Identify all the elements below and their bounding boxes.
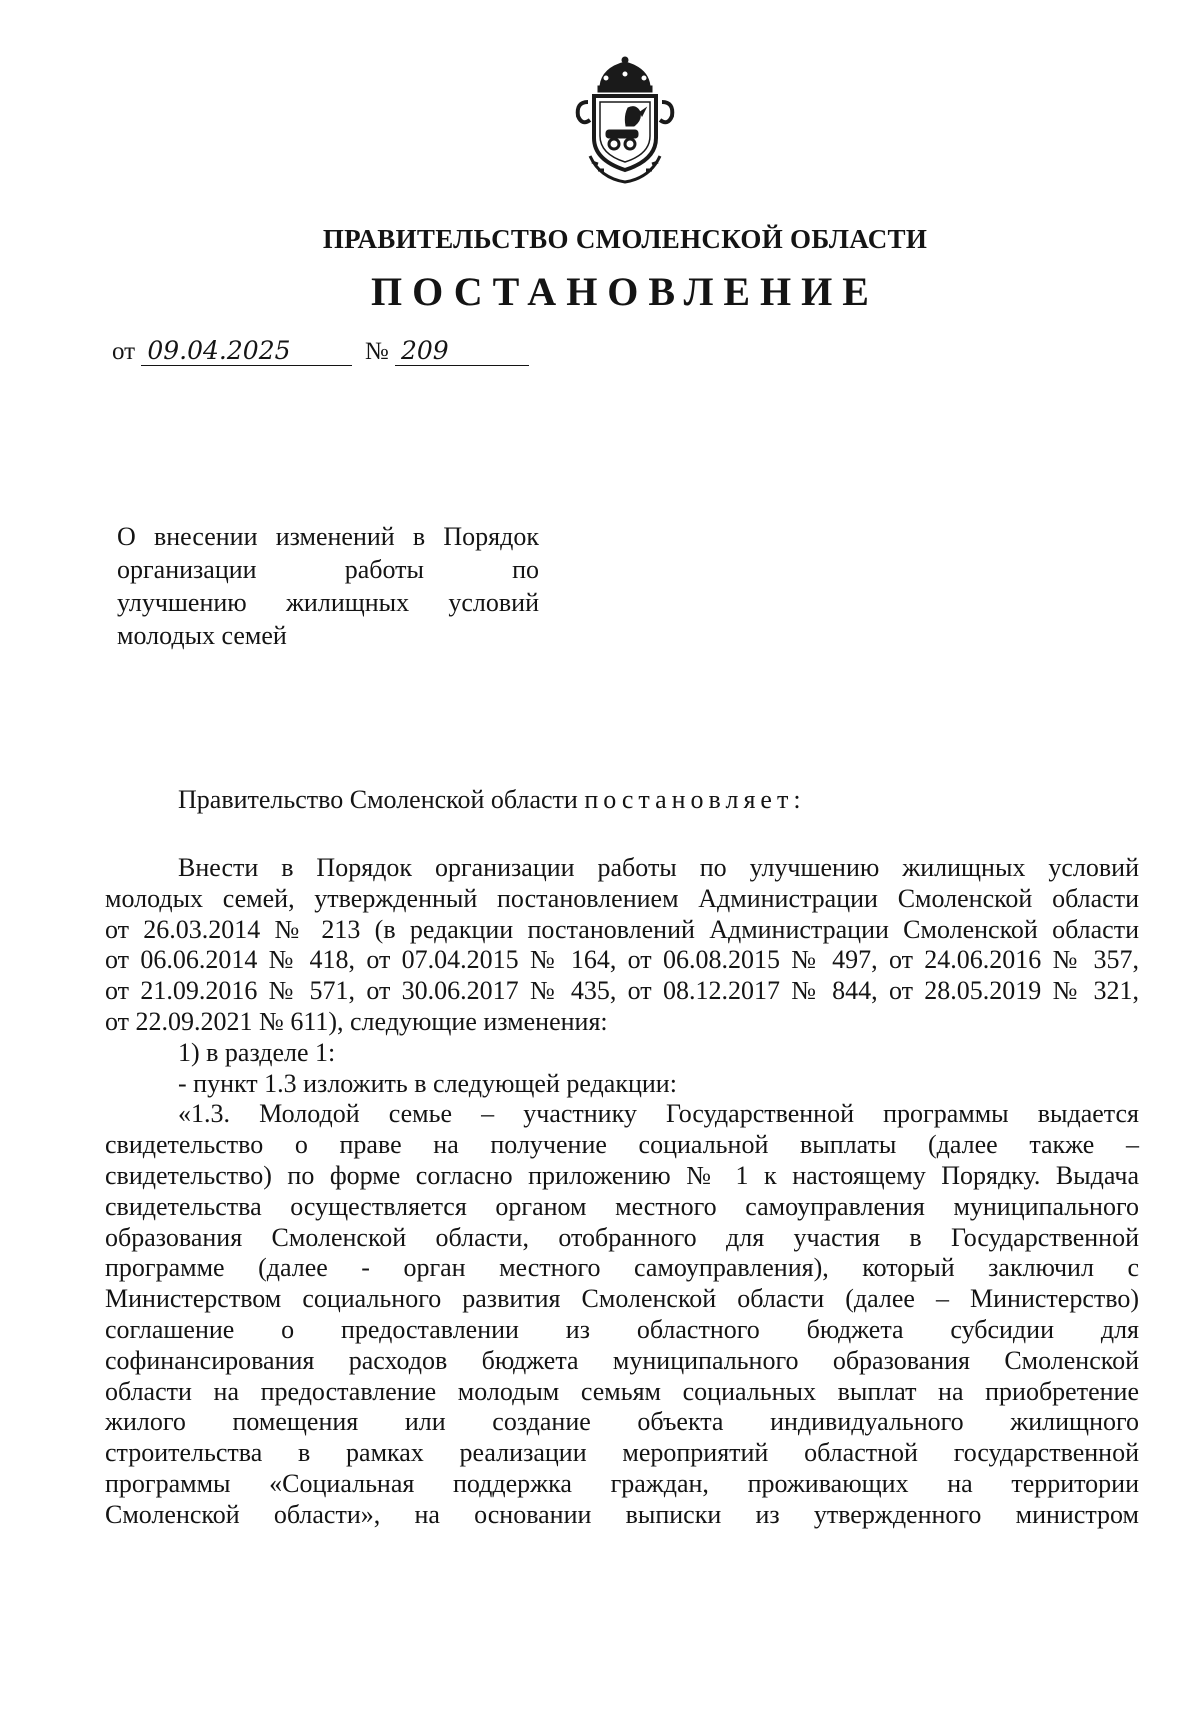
body-line: - пункт 1.3 изложить в следующей редакции: xyxy=(178,1068,677,1098)
document-number: 209 xyxy=(395,336,529,366)
body-line: молодых семей, утвержденный постановлением Администрации Смоленской области xyxy=(105,883,1139,913)
coat-of-arms-icon xyxy=(570,56,680,186)
body-line: «1.3. Молодой семье – участнику Государственной программы выдается xyxy=(178,1099,1139,1129)
decree-verb: постановляет: xyxy=(584,785,806,814)
body-line: программе (далее - орган местного самоуправления), который заключил с xyxy=(105,1253,1139,1283)
body-line: области на предоставление молодым семьям социальных выплат на приобретение xyxy=(105,1376,1139,1406)
body-line: от 21.09.2016 № 571, от 30.06.2017 № 435, от 08.12.2017 № 844, от 28.05.2019 № 321, xyxy=(105,976,1139,1006)
subject-line: О внесении изменений в Порядок xyxy=(117,522,539,551)
body-line: 1) в разделе 1: xyxy=(178,1037,336,1067)
body-line: жилого помещения или создание объекта индивидуального жилищного xyxy=(105,1407,1139,1437)
body-line: Смоленской области», на основании выписки из утвержденного министром xyxy=(105,1499,1139,1529)
body-line: свидетельство) по форме согласно приложению № 1 к настоящему Порядку. Выдача xyxy=(105,1160,1139,1190)
body-line: строительства в рамках реализации мероприятий областной государственной xyxy=(105,1438,1139,1468)
body-line: софинансирования расходов бюджета муниципального образования Смоленской xyxy=(105,1345,1139,1375)
body-line: образования Смоленской области, отобранного для участия в Государственной xyxy=(105,1222,1139,1252)
body-line: от 06.06.2014 № 418, от 07.04.2015 № 164, от 06.08.2015 № 497, от 24.06.2016 № 357, xyxy=(105,945,1139,975)
body-line: от 22.09.2021 № 611), следующие изменения: xyxy=(105,1006,608,1036)
subject-line: молодых семей xyxy=(117,621,287,650)
number-prefix: № xyxy=(364,338,389,365)
body-line: свидетельства осуществляется органом местного самоуправления муниципального xyxy=(105,1191,1139,1221)
subject-line: организации работы по xyxy=(117,555,539,584)
subject-heading xyxy=(117,520,539,652)
body-line: Министерством социального развития Смоленской области (далее – Министерство) xyxy=(105,1284,1139,1314)
document-type-title: ПОСТАНОВЛЕНИЕ xyxy=(371,269,879,314)
subject-line: улучшению жилищных условий xyxy=(117,588,539,617)
date-prefix: от xyxy=(112,338,136,365)
decree-statement xyxy=(178,785,806,815)
body-line: от 26.03.2014 № 213 (в редакции постановлений Администрации Смоленской области xyxy=(105,914,1139,944)
document-body xyxy=(105,853,1139,1531)
body-line: свидетельство о праве на получение социальной выплаты (далее также – xyxy=(105,1130,1139,1160)
organization-title: ПРАВИТЕЛЬСТВО СМОЛЕНСКОЙ ОБЛАСТИ xyxy=(322,224,928,254)
body-line: Внести в Порядок организации работы по улучшению жилищных условий xyxy=(178,853,1139,882)
body-line: соглашение о предоставлении из областного бюджета субсидии для xyxy=(105,1314,1139,1344)
decree-lead: Правительство Смоленской области xyxy=(178,785,585,814)
body-line: программы «Социальная поддержка граждан, проживающих на территории xyxy=(105,1468,1139,1498)
date-number-line xyxy=(112,336,529,366)
document-date: 09.04.2025 xyxy=(141,336,352,366)
